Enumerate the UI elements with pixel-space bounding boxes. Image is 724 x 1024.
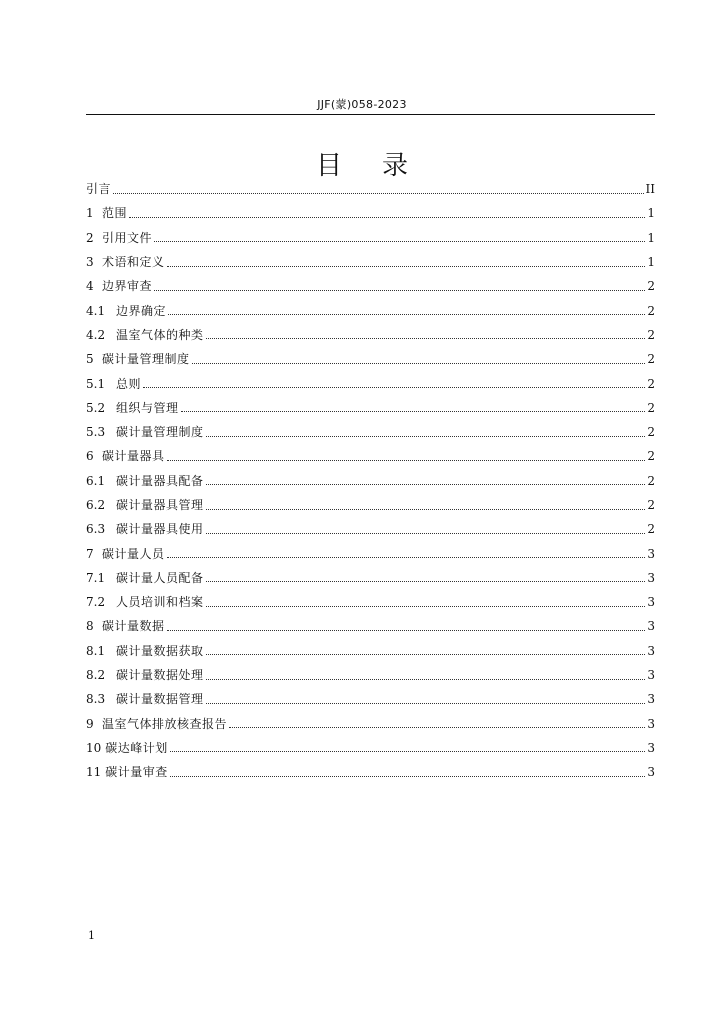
toc-entry-label: 碳计量数据: [102, 619, 165, 634]
toc-entry-number: 11: [86, 765, 102, 780]
toc-entry[interactable]: [86, 250, 655, 274]
toc-entry-label: 碳计量数据管理: [116, 692, 204, 707]
toc-leader-dots: [206, 581, 645, 582]
toc-entry[interactable]: [86, 347, 655, 371]
toc-entry-label: 温室气体排放核查报告: [102, 716, 228, 731]
toc-entry-page: 2: [647, 376, 655, 391]
toc-entry-number: 4: [86, 279, 94, 294]
toc-entry-number: 1: [86, 206, 94, 221]
toc-entry-page: 3: [647, 716, 655, 731]
toc-entry-label: 碳计量数据获取: [116, 643, 204, 658]
toc-entry[interactable]: [86, 541, 655, 565]
toc-entry-page: 2: [647, 522, 655, 537]
toc-entry-page: 2: [647, 303, 655, 318]
toc-leader-dots: [181, 411, 645, 412]
toc-entry-label: 温室气体的种类: [116, 327, 204, 342]
page-number: 1: [88, 929, 95, 942]
toc-leader-dots: [113, 193, 644, 194]
toc-leader-dots: [229, 727, 645, 728]
toc-entry-page: 3: [647, 740, 655, 755]
toc-entry-number: 10: [86, 740, 102, 755]
toc-leader-dots: [206, 533, 645, 534]
toc-entry[interactable]: [86, 298, 655, 322]
toc-entry[interactable]: [86, 371, 655, 395]
toc-entry-number: 8.2: [86, 668, 106, 683]
toc-entry-label: 碳计量器具使用: [116, 522, 204, 537]
toc-entry-page: 2: [647, 498, 655, 512]
toc-entry[interactable]: [86, 493, 655, 517]
toc-leader-dots: [154, 290, 645, 291]
toc-leader-dots: [167, 630, 645, 631]
toc-entry-number: 5.1: [86, 376, 106, 391]
toc-leader-dots: [206, 654, 645, 655]
toc-entry[interactable]: [86, 201, 655, 225]
toc-entry-page: 3: [647, 643, 655, 658]
toc-leader-dots: [206, 484, 645, 485]
toc-entry[interactable]: [86, 760, 655, 784]
toc-entry[interactable]: [86, 444, 655, 468]
toc-entry-page: 2: [647, 279, 655, 294]
toc-entry-number: 4.2: [86, 327, 106, 342]
toc-leader-dots: [129, 217, 645, 218]
toc-entry-label: 碳达峰计划: [105, 740, 168, 755]
toc-entry-label: 总则: [116, 376, 142, 391]
toc-entry[interactable]: [86, 590, 655, 614]
toc-leader-dots: [167, 266, 645, 267]
toc-leader-dots: [167, 557, 645, 558]
toc-leader-dots: [170, 776, 645, 777]
toc-entry-number: 3: [86, 255, 94, 270]
toc-entry[interactable]: [86, 420, 655, 444]
toc-entry-label: 碳计量审查: [105, 765, 168, 780]
toc-entry-page: 3: [647, 692, 655, 707]
toc-leader-dots: [143, 387, 645, 388]
toc-entry-label: 碳计量器具: [102, 449, 165, 464]
toc-entry-label: 引言: [86, 182, 112, 197]
toc-entry-number: 8: [86, 619, 94, 634]
toc-entry-number: 7: [86, 546, 94, 561]
toc-entry-page: 3: [647, 765, 655, 780]
toc-entry-page: 2: [647, 400, 655, 415]
toc-entry-label: 碳计量管理制度: [116, 425, 204, 440]
toc-entry[interactable]: [86, 323, 655, 347]
toc-entry-label: 引用文件: [102, 230, 153, 245]
toc-entry-number: 8.1: [86, 643, 106, 658]
toc-entry-number: 6: [86, 449, 94, 464]
toc-entry-page: 2: [647, 352, 655, 367]
toc-leader-dots: [206, 338, 645, 339]
toc-entry-label: 碳计量器具管理: [116, 498, 204, 512]
toc-entry-number: 5: [86, 352, 94, 367]
toc-entry-label: 范围: [102, 206, 128, 221]
toc-entry[interactable]: [86, 736, 655, 760]
toc-entry-number: 6.1: [86, 473, 106, 488]
toc-entry-label: 组织与管理: [116, 400, 179, 415]
toc-entry[interactable]: [86, 614, 655, 638]
toc-leader-dots: [167, 460, 645, 461]
toc-entry-page: 1: [647, 255, 655, 270]
toc-entry[interactable]: [86, 639, 655, 663]
toc-leader-dots: [206, 679, 645, 680]
toc-entry-number: 7.1: [86, 570, 106, 585]
toc-entry[interactable]: [86, 517, 655, 541]
toc-leader-dots: [206, 436, 645, 437]
toc-leader-dots: [206, 606, 645, 607]
toc-entry-number: 8.3: [86, 692, 106, 707]
toc-entry[interactable]: [86, 566, 655, 590]
toc-entry-page: 3: [647, 619, 655, 634]
toc-entry-label: 边界确定: [116, 303, 167, 318]
toc-entry[interactable]: [86, 274, 655, 298]
toc-entry-label: 碳计量人员配备: [116, 570, 204, 585]
toc-entry-page: 3: [647, 595, 655, 610]
toc-entry-number: 7.2: [86, 595, 106, 610]
toc-entry[interactable]: [86, 469, 655, 493]
toc-entry-page: 2: [647, 473, 655, 488]
toc-leader-dots: [168, 314, 645, 315]
toc-leader-dots: [206, 703, 645, 704]
toc-entry[interactable]: [86, 687, 655, 711]
toc-entry-page: 2: [647, 449, 655, 464]
toc-entry-label: 术语和定义: [102, 255, 165, 270]
table-of-contents: [86, 177, 655, 784]
toc-entry-page: II: [645, 182, 655, 197]
toc-entry-number: 2: [86, 230, 94, 245]
toc-entry[interactable]: [86, 663, 655, 687]
toc-entry-number: 4.1: [86, 303, 106, 318]
toc-entry-label: 碳计量管理制度: [102, 352, 190, 367]
toc-entry-number: 5.3: [86, 425, 106, 440]
toc-entry[interactable]: [86, 177, 655, 201]
toc-entry-number: 6.3: [86, 522, 106, 537]
header-divider: [86, 114, 655, 115]
toc-entry-page: 2: [647, 327, 655, 342]
toc-entry[interactable]: [86, 226, 655, 250]
toc-entry-number: 6.2: [86, 498, 106, 512]
toc-entry-page: 1: [647, 230, 655, 245]
toc-entry[interactable]: [86, 712, 655, 736]
toc-entry-page: 3: [647, 668, 655, 683]
toc-leader-dots: [170, 751, 645, 752]
toc-leader-dots: [192, 363, 645, 364]
toc-entry-label: 碳计量数据处理: [116, 668, 204, 683]
toc-entry-number: 5.2: [86, 400, 106, 415]
toc-leader-dots: [206, 509, 645, 510]
toc-leader-dots: [154, 241, 645, 242]
toc-entry-number: 9: [86, 716, 94, 731]
toc-entry-page: 3: [647, 546, 655, 561]
document-code: JJF(蒙)058-2023: [317, 98, 407, 111]
page-title-right: 录: [382, 151, 409, 182]
toc-entry-label: 碳计量人员: [102, 546, 165, 561]
toc-entry-page: 2: [647, 425, 655, 440]
toc-entry[interactable]: [86, 396, 655, 420]
toc-entry-label: 边界审查: [102, 279, 153, 294]
page-title-left: 目: [315, 151, 342, 182]
toc-entry-page: 3: [647, 570, 655, 585]
toc-entry-label: 人员培训和档案: [116, 595, 204, 610]
toc-entry-label: 碳计量器具配备: [116, 473, 204, 488]
toc-entry-page: 1: [647, 206, 655, 221]
